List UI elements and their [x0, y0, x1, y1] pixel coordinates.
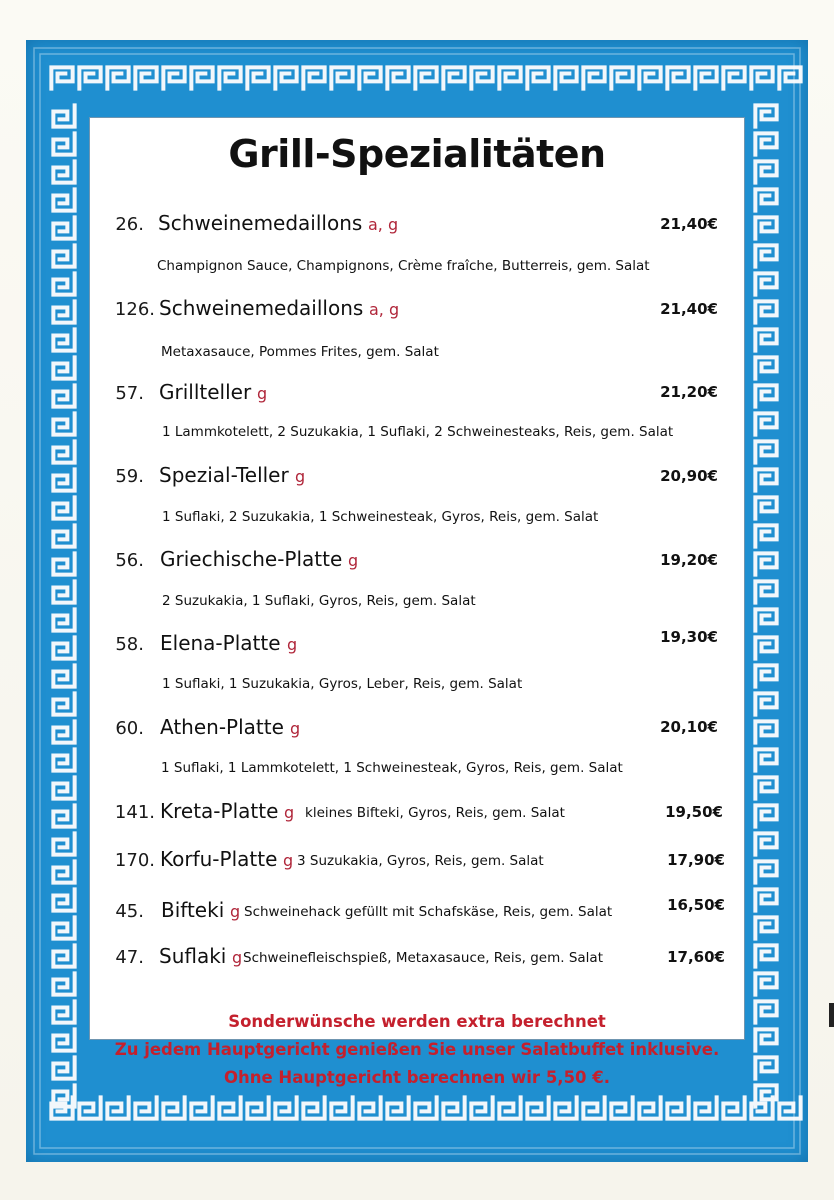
page-title: Grill-Spezialitäten	[228, 132, 606, 176]
greek-key-motif	[755, 637, 776, 658]
greek-key-motif	[359, 67, 380, 88]
greek-key-motif	[755, 301, 776, 322]
greek-key-motif	[755, 693, 776, 714]
greek-key-motif	[755, 385, 776, 406]
greek-key-motif	[415, 1097, 436, 1118]
greek-key-motif	[247, 67, 268, 88]
greek-key-motif	[755, 749, 776, 770]
item-name: Suflaki	[159, 944, 227, 968]
item-description: kleines Bifteki, Gyros, Reis, gem. Salat	[305, 805, 565, 821]
greek-key-motif	[755, 217, 776, 238]
item-price: 16,50€	[667, 896, 725, 914]
greek-key-motif	[639, 67, 660, 88]
greek-key-motif	[755, 805, 776, 826]
item-price: 17,90€	[667, 851, 725, 869]
item-number: 45.	[115, 901, 144, 922]
greek-key-motif	[219, 67, 240, 88]
greek-key-motif	[53, 525, 74, 546]
footer-note-buffet-price: Ohne Hauptgericht berechnen wir 5,50 €.	[223, 1068, 611, 1087]
item-price: 19,20€	[660, 551, 718, 569]
item-description: Metaxasauce, Pommes Frites, gem. Salat	[161, 344, 439, 360]
greek-key-motif	[53, 973, 74, 994]
greek-key-motif	[755, 721, 776, 742]
greek-key-motif	[755, 917, 776, 938]
item-description: 1 Suflaki, 2 Suzukakia, 1 Schweinesteak, Gyros, Reis, gem. Salat	[162, 509, 599, 525]
greek-key-motif	[471, 1097, 492, 1118]
greek-key-motif	[53, 301, 74, 322]
item-description: 2 Suzukakia, 1 Suflaki, Gyros, Reis, gem. Salat	[162, 593, 476, 609]
greek-key-motif	[755, 245, 776, 266]
item-allergens: g	[257, 384, 268, 403]
greek-key-motif	[331, 67, 352, 88]
item-name: Athen-Platte	[160, 715, 284, 739]
item-price: 21,40€	[660, 215, 718, 233]
greek-key-motif	[303, 1097, 324, 1118]
greek-key-motif	[79, 1097, 100, 1118]
greek-key-motif	[135, 1097, 156, 1118]
greek-key-motif	[219, 1097, 240, 1118]
greek-key-motif	[135, 67, 156, 88]
greek-key-motif	[53, 553, 74, 574]
item-name: Korfu-Platte	[160, 847, 278, 871]
greek-key-motif	[275, 67, 296, 88]
item-number: 60.	[115, 718, 144, 739]
item-number: 59.	[115, 466, 144, 487]
item-allergens: g	[295, 467, 306, 486]
greek-key-motif	[723, 67, 744, 88]
greek-key-motif	[53, 805, 74, 826]
item-price: 21,40€	[660, 300, 718, 318]
item-description: Schweinehack gefüllt mit Schafskäse, Reis, gem. Salat	[244, 904, 613, 920]
greek-key-motif	[755, 413, 776, 434]
greek-key-motif	[499, 1097, 520, 1118]
greek-key-motif	[755, 441, 776, 462]
greek-key-motif	[755, 945, 776, 966]
greek-key-motif	[755, 609, 776, 630]
item-allergens: a, g	[368, 215, 399, 234]
greek-key-motif	[107, 1097, 128, 1118]
greek-key-motif	[163, 67, 184, 88]
greek-key-motif	[79, 67, 100, 88]
greek-key-motif	[191, 67, 212, 88]
item-name: Spezial-Teller	[159, 463, 289, 487]
greek-key-motif	[387, 67, 408, 88]
greek-key-motif	[191, 1097, 212, 1118]
footer-note-salad-buffet: Zu jedem Hauptgericht genießen Sie unser Salatbuffet inklusive.	[114, 1040, 720, 1059]
greek-key-motif	[755, 357, 776, 378]
item-allergens: g	[284, 803, 295, 822]
item-number: 141.	[114, 802, 155, 823]
scan-edge-mark	[829, 1003, 834, 1027]
greek-key-motif	[53, 441, 74, 462]
greek-key-motif	[755, 553, 776, 574]
item-name: Bifteki	[161, 898, 225, 922]
greek-key-motif	[779, 67, 800, 88]
item-price: 19,50€	[665, 803, 723, 821]
greek-key-motif	[755, 665, 776, 686]
greek-key-motif	[755, 497, 776, 518]
greek-key-motif	[755, 889, 776, 910]
item-allergens: g	[283, 851, 294, 870]
greek-key-motif	[755, 189, 776, 210]
greek-key-motif	[51, 67, 72, 88]
greek-key-motif	[387, 1097, 408, 1118]
greek-key-motif	[723, 1097, 744, 1118]
item-name: Elena-Platte	[160, 631, 281, 655]
greek-key-motif	[755, 469, 776, 490]
item-allergens: g	[348, 551, 359, 570]
item-name: Kreta-Platte	[160, 799, 279, 823]
greek-key-motif	[53, 105, 74, 126]
greek-key-motif	[443, 67, 464, 88]
greek-key-motif	[53, 497, 74, 518]
greek-key-motif	[53, 357, 74, 378]
greek-key-motif	[527, 1097, 548, 1118]
greek-key-motif	[555, 1097, 576, 1118]
greek-key-motif	[755, 973, 776, 994]
greek-key-motif	[471, 67, 492, 88]
item-description: 1 Suflaki, 1 Suzukakia, Gyros, Leber, Reis, gem. Salat	[162, 676, 523, 692]
greek-key-motif	[53, 329, 74, 350]
greek-key-motif	[53, 413, 74, 434]
greek-key-motif	[53, 469, 74, 490]
item-number: 58.	[115, 634, 144, 655]
greek-key-motif	[53, 581, 74, 602]
greek-key-motif	[695, 1097, 716, 1118]
greek-key-motif	[53, 217, 74, 238]
greek-key-motif	[583, 67, 604, 88]
greek-key-motif	[667, 1097, 688, 1118]
item-price: 20,90€	[660, 467, 718, 485]
item-allergens: a, g	[369, 300, 400, 319]
greek-key-motif	[53, 749, 74, 770]
greek-key-motif	[53, 861, 74, 882]
item-name: Griechische-Platte	[160, 547, 343, 571]
item-name: Grillteller	[159, 380, 252, 404]
greek-key-motif	[247, 1097, 268, 1118]
greek-key-motif	[667, 67, 688, 88]
greek-key-motif	[695, 67, 716, 88]
greek-key-motif	[443, 1097, 464, 1118]
item-description: 1 Lammkotelett, 2 Suzukakia, 1 Suflaki, 2 Schweinesteaks, Reis, gem. Salat	[162, 424, 674, 440]
greek-key-motif	[53, 385, 74, 406]
item-price: 17,60€	[667, 948, 725, 966]
greek-key-motif	[53, 833, 74, 854]
greek-key-motif	[611, 1097, 632, 1118]
greek-key-motif	[751, 67, 772, 88]
item-number: 170.	[114, 850, 155, 871]
greek-key-motif	[53, 777, 74, 798]
greek-key-motif	[53, 189, 74, 210]
greek-key-motif	[583, 1097, 604, 1118]
greek-key-motif	[107, 67, 128, 88]
item-description: Champignon Sauce, Champignons, Crème fraîche, Butterreis, gem. Salat	[157, 258, 650, 274]
greek-key-motif	[755, 525, 776, 546]
greek-key-motif	[53, 665, 74, 686]
item-price: 20,10€	[660, 718, 718, 736]
footer-note-extra: Sonderwünsche werden extra berechnet	[228, 1012, 606, 1031]
greek-key-motif	[499, 67, 520, 88]
item-number: 47.	[115, 947, 144, 968]
greek-key-motif	[303, 67, 324, 88]
greek-key-motif	[755, 105, 776, 126]
item-allergens: g	[232, 948, 243, 967]
greek-key-motif	[555, 67, 576, 88]
greek-key-motif	[779, 1097, 800, 1118]
greek-key-motif	[415, 67, 436, 88]
greek-key-motif	[755, 861, 776, 882]
greek-key-motif	[755, 777, 776, 798]
greek-key-motif	[331, 1097, 352, 1118]
greek-key-motif	[53, 245, 74, 266]
greek-key-motif	[755, 273, 776, 294]
greek-key-motif	[53, 917, 74, 938]
greek-key-motif	[53, 609, 74, 630]
greek-key-motif	[53, 273, 74, 294]
item-number: 26.	[115, 214, 144, 235]
item-name: Schweinemedaillons	[159, 296, 364, 320]
item-description: Schweinefleischspieß, Metaxasauce, Reis, gem. Salat	[243, 950, 603, 966]
item-allergens: g	[290, 719, 301, 738]
greek-key-motif	[53, 889, 74, 910]
greek-key-motif	[611, 67, 632, 88]
item-price: 21,20€	[660, 383, 718, 401]
greek-key-motif	[359, 1097, 380, 1118]
greek-key-motif	[755, 581, 776, 602]
greek-key-motif	[53, 721, 74, 742]
item-description: 1 Suflaki, 1 Lammkotelett, 1 Schweinesteak, Gyros, Reis, gem. Salat	[161, 760, 623, 776]
item-description: 3 Suzukakia, Gyros, Reis, gem. Salat	[297, 853, 544, 869]
greek-key-motif	[527, 67, 548, 88]
item-number: 126.	[114, 299, 155, 320]
item-allergens: g	[230, 902, 241, 921]
item-number: 57.	[115, 383, 144, 404]
greek-key-motif	[53, 637, 74, 658]
greek-key-motif	[163, 1097, 184, 1118]
greek-key-motif	[275, 1097, 296, 1118]
greek-key-motif	[639, 1097, 660, 1118]
greek-key-motif	[53, 945, 74, 966]
item-allergens: g	[287, 635, 298, 654]
greek-key-motif	[755, 833, 776, 854]
item-price: 19,30€	[660, 628, 718, 646]
greek-key-motif	[755, 329, 776, 350]
greek-key-motif	[53, 693, 74, 714]
item-number: 56.	[115, 550, 144, 571]
item-name: Schweinemedaillons	[158, 211, 363, 235]
